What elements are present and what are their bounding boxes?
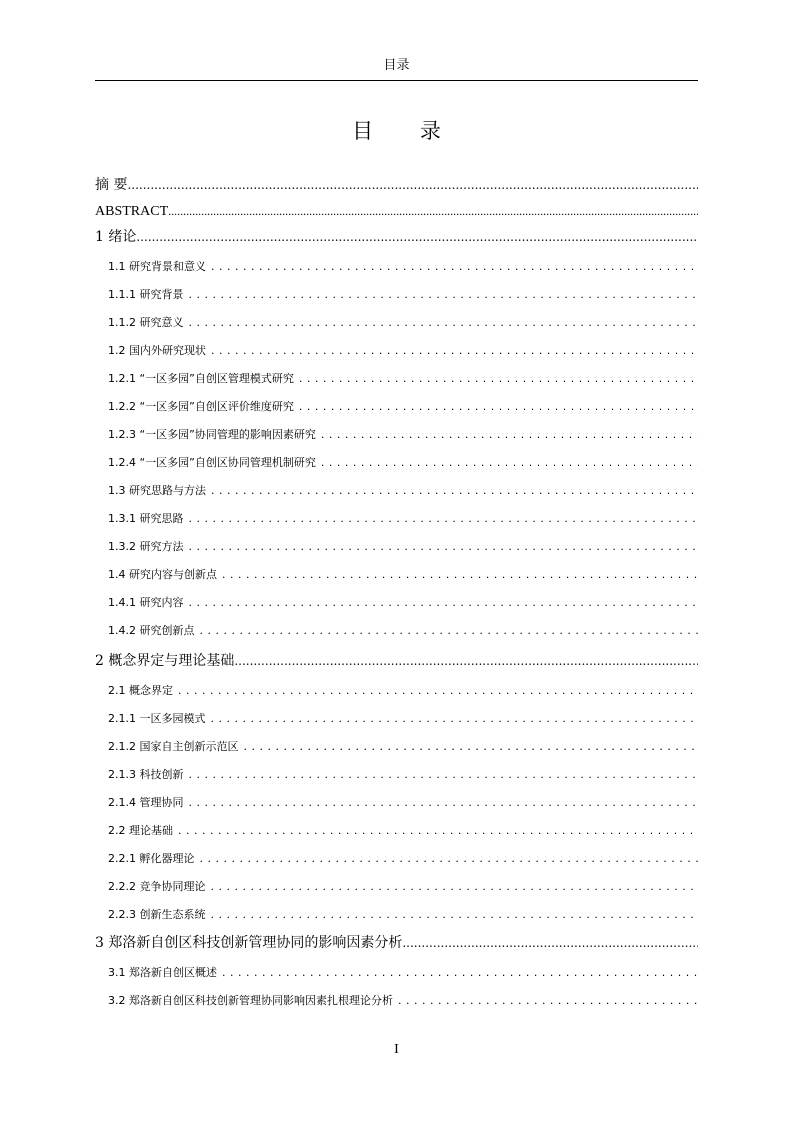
toc-entry-label: 1.2.4 “一区多园”自创区协同管理机制研究 — [108, 456, 316, 469]
toc-entry-label: 1.4 研究内容与创新点 — [108, 568, 217, 581]
toc-dot-leader — [402, 932, 698, 954]
toc-entry-label: 3.1 郑洛新自创区概述 — [108, 966, 217, 979]
toc-dot-leader — [217, 566, 698, 584]
toc-entry-section[interactable] — [108, 822, 698, 840]
toc-dot-leader — [136, 226, 698, 248]
toc-dot-leader — [316, 454, 698, 472]
toc-entry-section[interactable] — [108, 370, 698, 388]
toc-entry-section[interactable] — [108, 398, 698, 416]
toc-entry-section[interactable] — [108, 258, 698, 276]
page-number: I — [394, 1042, 399, 1057]
toc-entry-label: ABSTRACT — [95, 204, 169, 219]
toc-dot-leader — [393, 992, 698, 1010]
toc-entry-label: 1.4.2 研究创新点 — [108, 624, 195, 637]
toc-entry-section[interactable] — [108, 286, 698, 304]
toc-dot-leader — [184, 314, 699, 332]
toc-dot-leader — [184, 510, 699, 528]
running-header: 目录 — [383, 58, 410, 73]
toc-dot-leader — [206, 878, 699, 896]
toc-dot-leader — [234, 650, 698, 672]
toc-entry-label: 2.1.2 国家自主创新示范区 — [108, 740, 239, 753]
toc-entry-label: 1 绪论 — [95, 229, 137, 245]
toc-entry-section[interactable] — [108, 906, 698, 924]
toc-dot-leader — [294, 398, 698, 416]
toc-dot-leader — [184, 286, 699, 304]
toc-entry-section[interactable] — [108, 794, 698, 812]
toc-entry-section[interactable] — [108, 992, 698, 1010]
toc-entry-label: 2.1.3 科技创新 — [108, 768, 184, 781]
toc-entry-label: 2.1.4 管理协同 — [108, 796, 184, 809]
toc-entry-label: 2.1.1 一区多园模式 — [108, 712, 206, 725]
toc-entry-chapter[interactable] — [95, 174, 698, 196]
toc-entry-section[interactable] — [108, 878, 698, 896]
toc-entry-section[interactable] — [108, 850, 698, 868]
toc-entry-label: 2.2.3 创新生态系统 — [108, 908, 206, 921]
toc-entry-label: 1.2.3 “一区多园”协同管理的影响因素研究 — [108, 428, 316, 441]
toc-entry-section[interactable] — [108, 314, 698, 332]
toc-dot-leader — [294, 370, 698, 388]
toc-dot-leader — [195, 850, 699, 868]
toc-entry-section[interactable] — [108, 342, 698, 360]
toc-dot-leader — [184, 766, 699, 784]
toc-dot-leader — [206, 906, 699, 924]
toc-dot-leader — [184, 794, 699, 812]
toc-entry-label: 1.1.2 研究意义 — [108, 316, 184, 329]
toc-entry-section[interactable] — [108, 682, 698, 700]
toc-dot-leader — [217, 964, 698, 982]
toc-entry-section[interactable] — [108, 566, 698, 584]
toc-entry-section[interactable] — [108, 738, 698, 756]
toc-entry-section[interactable] — [108, 454, 698, 472]
toc-entry-section[interactable] — [108, 482, 698, 500]
toc-entry-chapter[interactable] — [95, 200, 698, 223]
toc-entry-label: 1.1.1 研究背景 — [108, 288, 184, 301]
toc-entry-chapter[interactable] — [95, 650, 698, 672]
toc-dot-leader — [173, 822, 698, 840]
toc-entry-label: 3.2 郑洛新自创区科技创新管理协同影响因素扎根理论分析 — [108, 994, 393, 1007]
toc-dot-leader — [206, 482, 698, 500]
header-rule — [95, 80, 698, 81]
toc-entry-label: 摘 要 — [95, 177, 128, 193]
toc-dot-leader — [184, 594, 699, 612]
toc-entry-label: 2 概念界定与理论基础 — [95, 653, 235, 669]
toc-dot-leader — [173, 682, 698, 700]
toc-entry-label: 3 郑洛新自创区科技创新管理协同的影响因素分析 — [95, 935, 403, 951]
toc-entry-section[interactable] — [108, 622, 698, 640]
toc-entry-section[interactable] — [108, 426, 698, 444]
toc-dot-leader — [127, 174, 698, 196]
toc-entry-chapter[interactable] — [95, 226, 698, 248]
toc-entry-label: 1.2 国内外研究现状 — [108, 344, 206, 357]
toc-dot-leader — [168, 200, 698, 222]
toc-entry-label: 1.2.2 “一区多园”自创区评价维度研究 — [108, 400, 294, 413]
toc-entry-section[interactable] — [108, 964, 698, 982]
toc-entry-label: 2.2.1 孵化器理论 — [108, 852, 195, 865]
toc-dot-leader — [195, 622, 699, 640]
toc-entry-label: 1.4.1 研究内容 — [108, 596, 184, 609]
toc-entry-label: 1.2.1 “一区多园”自创区管理模式研究 — [108, 372, 294, 385]
toc-entry-label: 1.3.2 研究方法 — [108, 540, 184, 553]
toc-entry-chapter[interactable] — [95, 932, 698, 954]
toc-entry-section[interactable] — [108, 766, 698, 784]
toc-entry-label: 1.1 研究背景和意义 — [108, 260, 206, 273]
toc-entry-label: 1.3.1 研究思路 — [108, 512, 184, 525]
toc-dot-leader — [206, 342, 698, 360]
toc-entry-section[interactable] — [108, 538, 698, 556]
toc-dot-leader — [184, 538, 699, 556]
toc-entry-section[interactable] — [108, 594, 698, 612]
toc-entry-section[interactable] — [108, 710, 698, 728]
toc-dot-leader — [206, 258, 698, 276]
toc-dot-leader — [316, 426, 698, 444]
toc-entry-label: 2.2.2 竞争协同理论 — [108, 880, 206, 893]
toc-entry-label: 2.2 理论基础 — [108, 824, 173, 837]
page-title: 目 录 — [352, 119, 461, 143]
toc-entry-section[interactable] — [108, 510, 698, 528]
toc-entry-label: 1.3 研究思路与方法 — [108, 484, 206, 497]
toc-dot-leader — [239, 738, 699, 756]
toc-dot-leader — [206, 710, 699, 728]
toc-entry-label: 2.1 概念界定 — [108, 684, 173, 697]
